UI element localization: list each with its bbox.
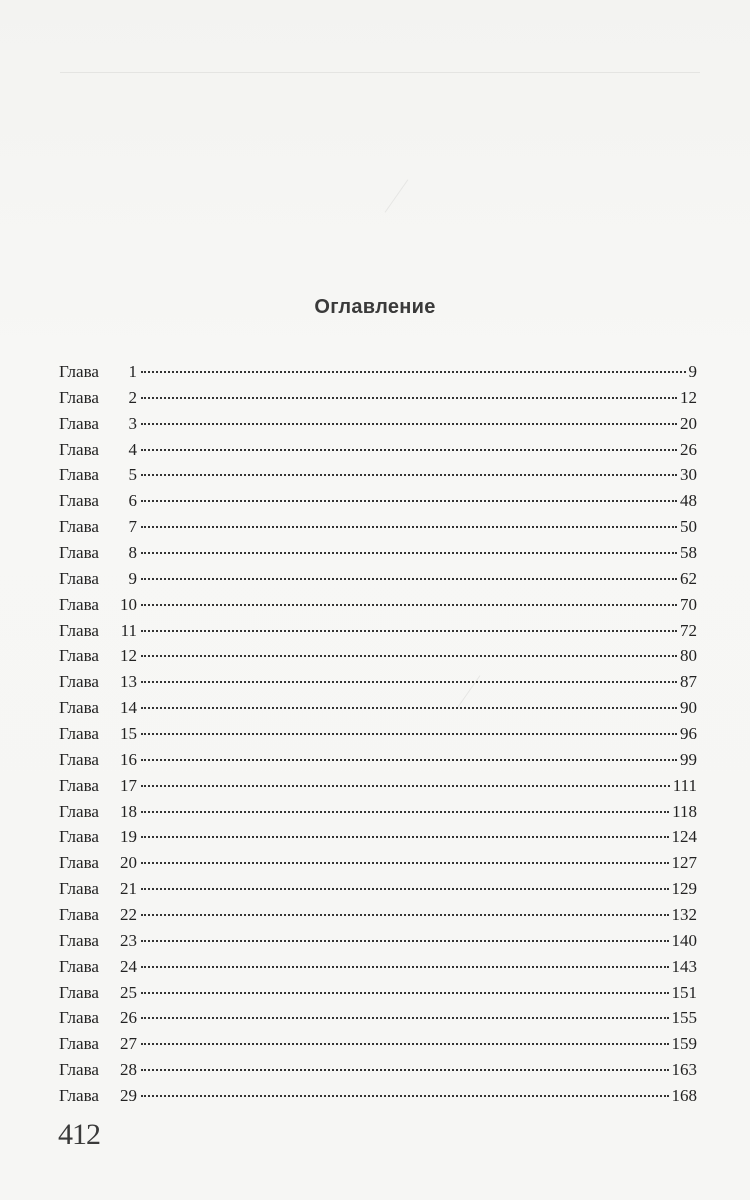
chapter-label: Глава bbox=[59, 724, 99, 744]
chapter-number: 16 bbox=[120, 749, 137, 769]
page-reference: 132 bbox=[671, 905, 697, 925]
dot-leader bbox=[141, 862, 669, 864]
dot-leader bbox=[141, 681, 677, 683]
toc-entry bbox=[59, 1086, 697, 1112]
page-reference: 9 bbox=[688, 362, 697, 381]
chapter-label: Глава bbox=[59, 1086, 99, 1106]
toc-entry bbox=[59, 621, 697, 647]
toc-title: Оглавление bbox=[314, 296, 436, 318]
dot-leader bbox=[141, 371, 686, 373]
page-reference: 72 bbox=[680, 620, 697, 640]
toc-entry bbox=[59, 672, 697, 698]
chapter-label: Глава bbox=[59, 879, 99, 899]
chapter-number: 7 bbox=[128, 517, 137, 537]
dot-leader bbox=[141, 630, 677, 632]
toc-entry bbox=[59, 724, 697, 750]
dot-leader bbox=[141, 474, 677, 476]
page-reference: 50 bbox=[680, 517, 697, 537]
toc-list bbox=[59, 362, 697, 1112]
dot-leader bbox=[141, 992, 669, 994]
page-reference: 111 bbox=[672, 775, 697, 795]
toc-entry bbox=[59, 750, 697, 776]
chapter-number: 4 bbox=[128, 439, 137, 459]
chapter-number: 21 bbox=[120, 879, 137, 899]
toc-entry bbox=[59, 543, 697, 569]
chapter-number: 26 bbox=[120, 1008, 137, 1028]
chapter-number: 5 bbox=[128, 465, 137, 485]
toc-entry bbox=[59, 646, 697, 672]
chapter-label: Глава bbox=[59, 439, 99, 459]
chapter-number: 22 bbox=[120, 905, 137, 925]
dot-leader bbox=[141, 1043, 669, 1045]
chapter-number: 12 bbox=[120, 646, 137, 666]
dot-leader bbox=[141, 655, 677, 657]
page-reference: 99 bbox=[680, 749, 697, 769]
dot-leader bbox=[141, 707, 677, 709]
chapter-label: Глава bbox=[59, 646, 99, 666]
chapter-label: Глава bbox=[59, 465, 99, 485]
chapter-number: 19 bbox=[120, 827, 137, 847]
page-reference: 140 bbox=[671, 930, 697, 950]
chapter-number: 3 bbox=[128, 413, 137, 433]
chapter-number: 14 bbox=[120, 698, 137, 718]
page-reference: 48 bbox=[680, 491, 697, 511]
toc-entry bbox=[59, 414, 697, 440]
chapter-label: Глава bbox=[59, 543, 99, 563]
toc-entry bbox=[59, 853, 697, 879]
dot-leader bbox=[141, 888, 669, 890]
dot-leader bbox=[141, 578, 677, 580]
page-reference: 26 bbox=[680, 439, 697, 459]
page-reference: 159 bbox=[671, 1034, 697, 1054]
page-reference: 168 bbox=[671, 1086, 697, 1106]
toc-entry bbox=[59, 931, 697, 957]
chapter-label: Глава bbox=[59, 905, 99, 925]
page-reference: 30 bbox=[680, 465, 697, 485]
bleed-through-mark bbox=[385, 179, 409, 212]
page-reference: 20 bbox=[680, 413, 697, 433]
chapter-label: Глава bbox=[59, 956, 99, 976]
chapter-label: Глава bbox=[59, 517, 99, 537]
chapter-label: Глава bbox=[59, 1008, 99, 1028]
chapter-label: Глава bbox=[59, 620, 99, 640]
chapter-number: 25 bbox=[120, 982, 137, 1002]
dot-leader bbox=[141, 1069, 669, 1071]
chapter-number: 20 bbox=[120, 853, 137, 873]
toc-entry bbox=[59, 388, 697, 414]
chapter-number: 24 bbox=[120, 956, 137, 976]
page-reference: 143 bbox=[671, 956, 697, 976]
chapter-label: Глава bbox=[59, 801, 99, 821]
chapter-label: Глава bbox=[59, 1034, 99, 1054]
page-reference: 62 bbox=[680, 568, 697, 588]
chapter-label: Глава bbox=[59, 775, 99, 795]
dot-leader bbox=[141, 811, 669, 813]
toc-entry bbox=[59, 879, 697, 905]
page-reference: 163 bbox=[671, 1060, 697, 1080]
page-reference: 12 bbox=[680, 387, 697, 407]
page-reference: 129 bbox=[671, 879, 697, 899]
chapter-number: 9 bbox=[128, 568, 137, 588]
page-reference: 151 bbox=[671, 982, 697, 1002]
dot-leader bbox=[141, 500, 677, 502]
chapter-label: Глава bbox=[59, 827, 99, 847]
toc-entry bbox=[59, 440, 697, 466]
chapter-number: 11 bbox=[120, 620, 137, 640]
page-number: 412 bbox=[58, 1118, 100, 1151]
dot-leader bbox=[141, 914, 669, 916]
chapter-number: 6 bbox=[128, 491, 137, 511]
dot-leader bbox=[141, 526, 677, 528]
chapter-label: Глава bbox=[59, 387, 99, 407]
page-reference: 90 bbox=[680, 698, 697, 718]
toc-entry bbox=[59, 1008, 697, 1034]
chapter-label: Глава bbox=[59, 698, 99, 718]
toc-entry bbox=[59, 1060, 697, 1086]
dot-leader bbox=[141, 836, 669, 838]
toc-entry bbox=[59, 776, 697, 802]
chapter-number: 29 bbox=[120, 1086, 137, 1106]
chapter-number: 13 bbox=[120, 672, 137, 692]
dot-leader bbox=[141, 552, 677, 554]
toc-entry bbox=[59, 595, 697, 621]
dot-leader bbox=[141, 759, 677, 761]
toc-entry bbox=[59, 802, 697, 828]
dot-leader bbox=[141, 785, 670, 787]
chapter-label: Глава bbox=[59, 749, 99, 769]
chapter-number: 28 bbox=[120, 1060, 137, 1080]
page-reference: 155 bbox=[671, 1008, 697, 1028]
dot-leader bbox=[141, 1017, 669, 1019]
chapter-label: Глава bbox=[59, 982, 99, 1002]
page-reference: 87 bbox=[680, 672, 697, 692]
dot-leader bbox=[141, 423, 677, 425]
toc-entry bbox=[59, 905, 697, 931]
chapter-number: 27 bbox=[120, 1034, 137, 1054]
chapter-label: Глава bbox=[59, 362, 99, 381]
page-reference: 58 bbox=[680, 543, 697, 563]
chapter-label: Глава bbox=[59, 672, 99, 692]
toc-entry bbox=[59, 569, 697, 595]
chapter-label: Глава bbox=[59, 930, 99, 950]
chapter-number: 1 bbox=[128, 362, 137, 381]
page-reference: 127 bbox=[671, 853, 697, 873]
toc-entry bbox=[59, 1034, 697, 1060]
dot-leader bbox=[141, 966, 669, 968]
chapter-label: Глава bbox=[59, 594, 99, 614]
dot-leader bbox=[141, 449, 677, 451]
chapter-label: Глава bbox=[59, 413, 99, 433]
dot-leader bbox=[141, 733, 677, 735]
chapter-number: 18 bbox=[120, 801, 137, 821]
dot-leader bbox=[141, 604, 677, 606]
toc-entry bbox=[59, 362, 697, 388]
chapter-label: Глава bbox=[59, 853, 99, 873]
chapter-number: 8 bbox=[128, 543, 137, 563]
toc-entry bbox=[59, 957, 697, 983]
page-reference: 70 bbox=[680, 594, 697, 614]
page-reference: 96 bbox=[680, 724, 697, 744]
toc-entry bbox=[59, 517, 697, 543]
toc-entry bbox=[59, 491, 697, 517]
chapter-number: 17 bbox=[120, 775, 137, 795]
toc-entry bbox=[59, 465, 697, 491]
dot-leader bbox=[141, 1095, 669, 1097]
page-reference: 80 bbox=[680, 646, 697, 666]
chapter-number: 10 bbox=[120, 594, 137, 614]
chapter-number: 15 bbox=[120, 724, 137, 744]
chapter-number: 23 bbox=[120, 930, 137, 950]
dot-leader bbox=[141, 940, 669, 942]
toc-entry bbox=[59, 983, 697, 1009]
chapter-number: 2 bbox=[128, 387, 137, 407]
chapter-label: Глава bbox=[59, 1060, 99, 1080]
toc-entry bbox=[59, 827, 697, 853]
page-reference: 118 bbox=[672, 801, 697, 821]
dot-leader bbox=[141, 397, 677, 399]
bleed-through-rule bbox=[60, 72, 700, 73]
chapter-label: Глава bbox=[59, 568, 99, 588]
toc-entry bbox=[59, 698, 697, 724]
page-reference: 124 bbox=[671, 827, 697, 847]
chapter-label: Глава bbox=[59, 491, 99, 511]
